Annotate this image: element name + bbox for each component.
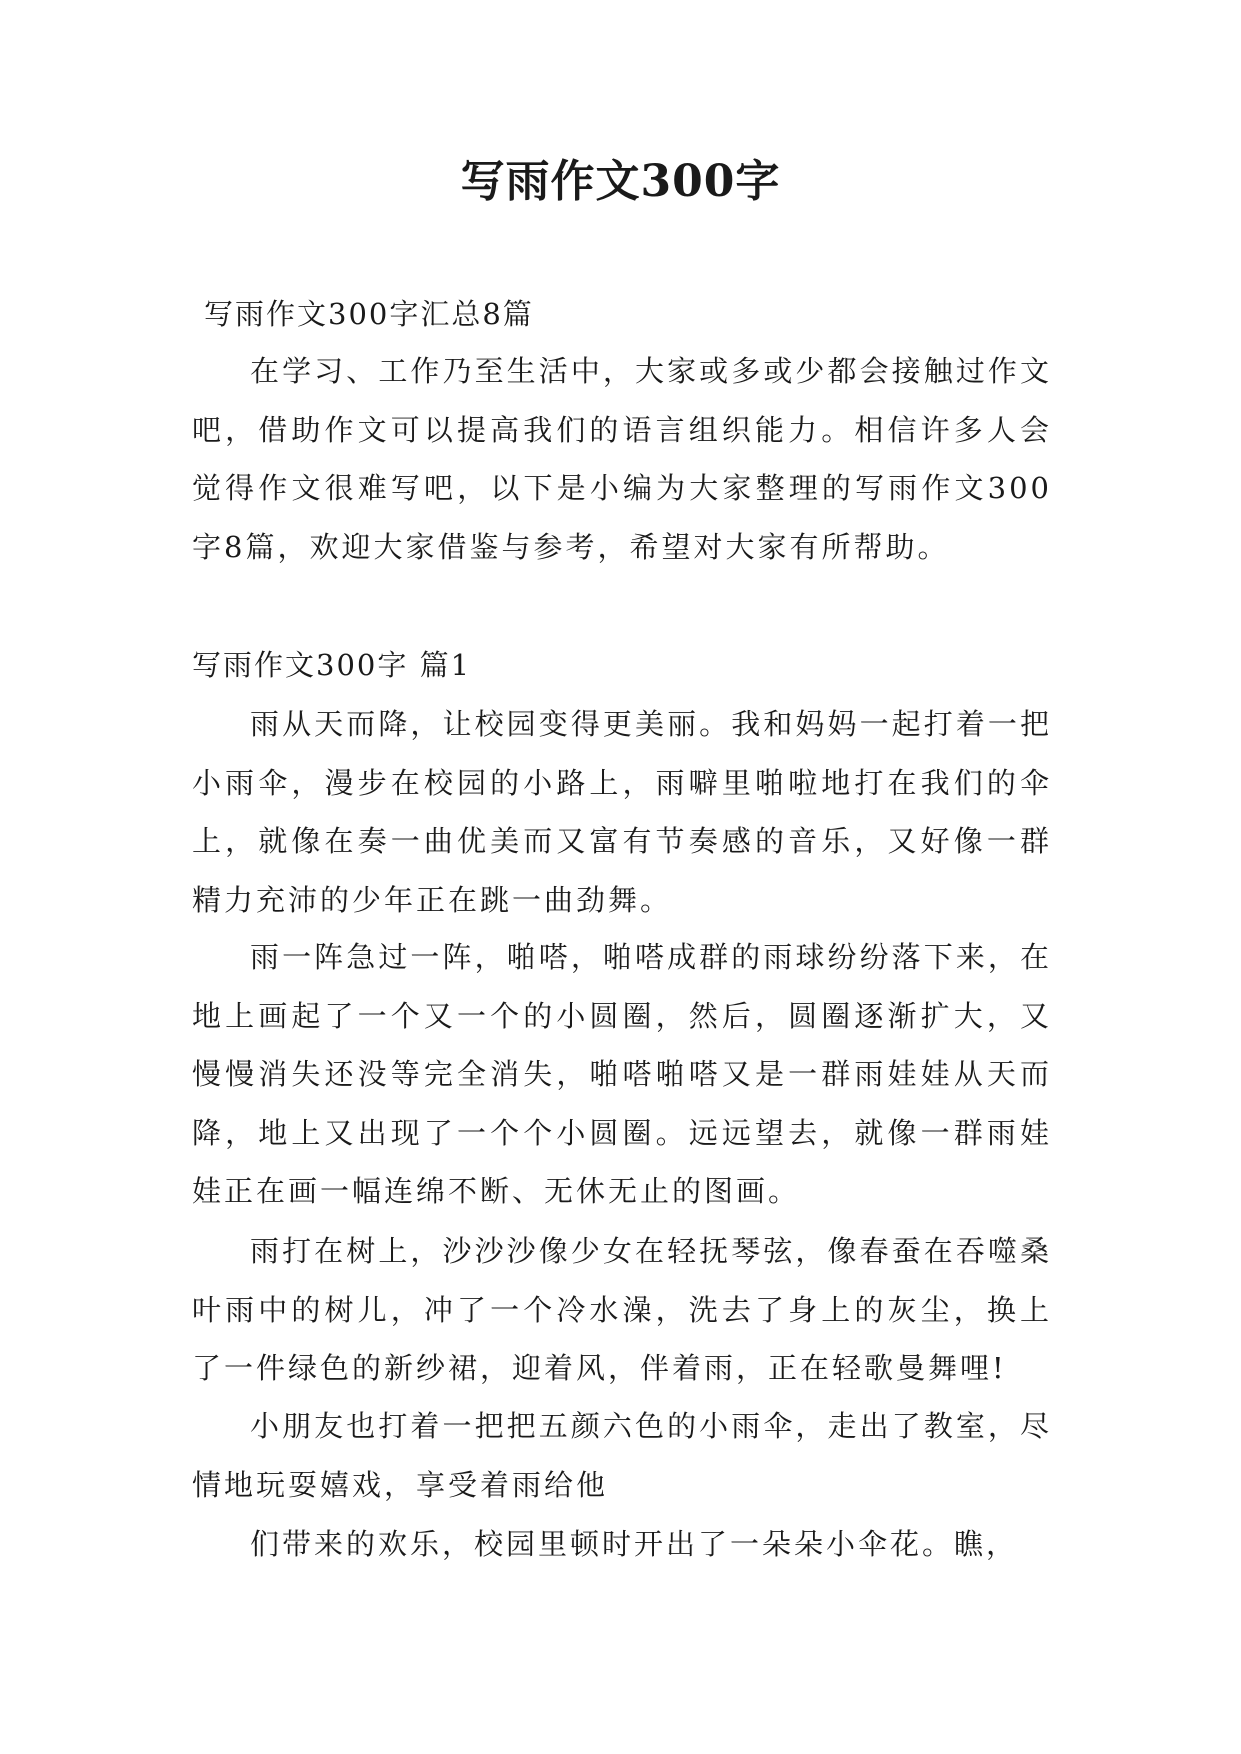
section-heading: 写雨作文300字 篇1	[192, 648, 472, 682]
intro-paragraph: 在学习、工作乃至生活中，大家或多或少都会接触过作文吧，借助作文可以提高我们的语言组织能力。相信许多人会觉得作文很难写吧，以下是小编为大家整理的写雨作文300字8篇，欢迎大家借鉴与参考，希望对大家有所帮助。	[192, 354, 1052, 564]
body-paragraph: 小朋友也打着一把把五颜六色的小雨伞，走出了教室，尽情地玩耍嬉戏，享受着雨给他	[192, 1409, 1052, 1502]
body-paragraph: 雨打在树上，沙沙沙像少女在轻抚琴弦，像春蚕在吞噬桑叶雨中的树儿，冲了一个冷水澡，洗去了身上的灰尘，换上了一件绿色的新纱裙，迎着风，伴着雨，正在轻歌曼舞哩!	[192, 1234, 1052, 1385]
body-paragraph: 们带来的欢乐，校园里顿时开出了一朵朵小伞花。瞧，	[250, 1527, 1019, 1561]
body-paragraph: 雨一阵急过一阵，啪嗒，啪嗒成群的雨球纷纷落下来，在地上画起了一个又一个的小圆圈，然后，圆圈逐渐扩大，又慢慢消失还没等完全消失，啪嗒啪嗒又是一群雨娃娃从天而降，地上又出现了一个个小圆圈。远远望去，就像一群雨娃娃正在画一幅连绵不断、无休无止的图画。	[192, 940, 1052, 1208]
document-title: 写雨作文300字	[460, 156, 781, 207]
document-subtitle: 写雨作文300字汇总8篇	[204, 297, 534, 331]
body-paragraph: 雨从天而降，让校园变得更美丽。我和妈妈一起打着一把小雨伞，漫步在校园的小路上，雨噼里啪啦地打在我们的伞上，就像在奏一曲优美而又富有节奏感的音乐，又好像一群精力充沛的少年正在跳一曲劲舞。	[192, 707, 1052, 917]
